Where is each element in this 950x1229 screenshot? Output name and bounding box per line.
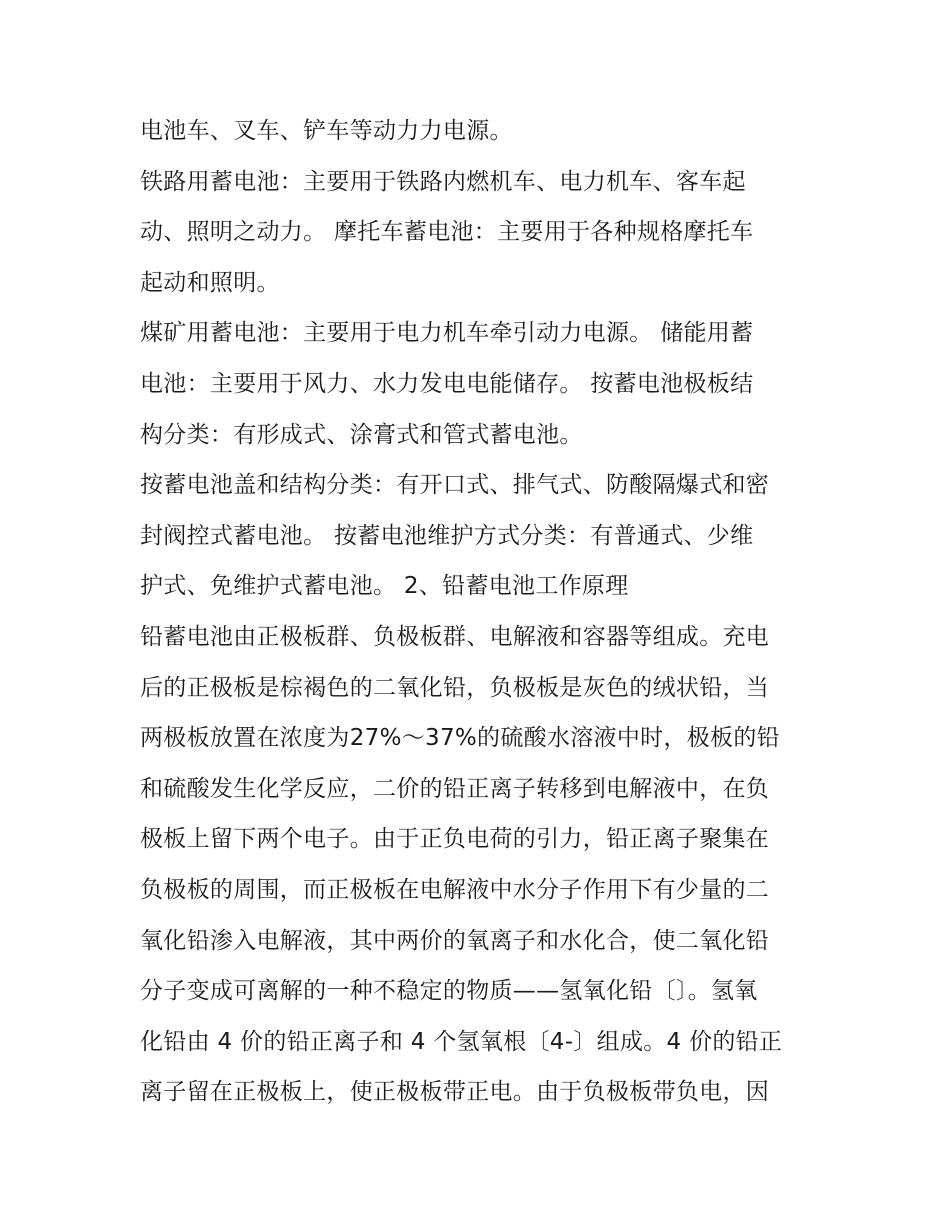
text-line: 动、照明之动力。 摩托车蓄电池：主要用于各种规格摩托车: [140, 219, 754, 246]
text-line: 氧化铅渗入电解液，其中两价的氧离子和水化合，使二氧化铅: [140, 927, 770, 954]
text-line: 煤矿用蓄电池：主要用于电力机车牵引动力电源。 储能用蓄: [140, 320, 754, 347]
text-line: 护式、免维护式蓄电池。 2、铅蓄电池工作原理: [140, 573, 629, 600]
text-line: 和硫酸发生化学反应，二价的铅正离子转移到电解液中，在负: [140, 775, 770, 802]
body-text: [140, 106, 820, 1118]
text-line: 极板上留下两个电子。由于正负电荷的引力，铅正离子聚集在: [140, 826, 770, 853]
text-line: 铁路用蓄电池：主要用于铁路内燃机车、电力机车、客车起: [140, 168, 746, 195]
text-line: 离子留在正极板上，使正极板带正电。由于负极板带负电，因: [140, 1079, 770, 1106]
text-line: 负极板的周围，而正极板在电解液中水分子作用下有少量的二: [140, 876, 770, 903]
text-line: 起动和照明。: [140, 269, 280, 296]
text-line: 后的正极板是棕褐色的二氧化铅，负极板是灰色的绒状铅，当: [140, 674, 770, 701]
text-line: 封阀控式蓄电池。 按蓄电池维护方式分类：有普通式、少维: [140, 522, 754, 549]
text-line: 构分类：有形成式、涂膏式和管式蓄电池。: [140, 421, 583, 448]
text-line: 电池：主要用于风力、水力发电电能储存。 按蓄电池极板结: [140, 370, 754, 397]
text-line: 铅蓄电池由正极板群、负极板群、电解液和容器等组成。充电: [140, 623, 770, 650]
text-line: 化铅由 4 价的铅正离子和 4 个氢氧根〔4-〕组成。4 价的铅正: [140, 1028, 783, 1055]
text-line: 按蓄电池盖和结构分类：有开口式、排气式、防酸隔爆式和密: [140, 472, 770, 499]
text-line: 分子变成可离解的一种不稳定的物质——氢氧化铅〔〕。氢氧: [140, 978, 758, 1005]
text-line: 两极板放置在浓度为27%～37%的硫酸水溶液中时，极板的铅: [140, 725, 780, 752]
text-line: 电池车、叉车、铲车等动力力电源。: [140, 118, 513, 144]
